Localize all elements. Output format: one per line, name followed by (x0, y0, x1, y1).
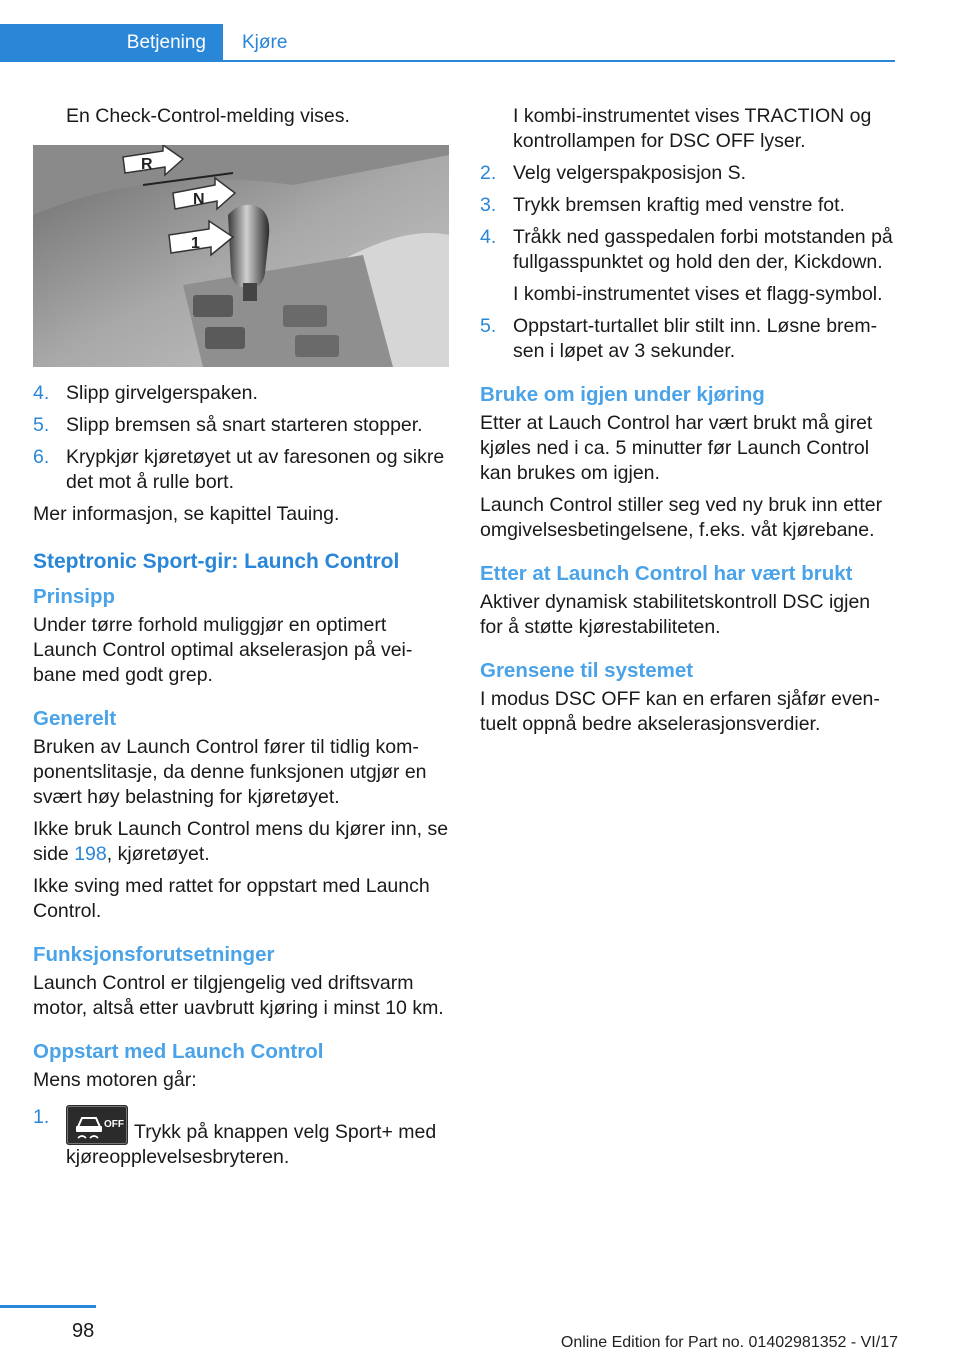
generelt-text-2 (33, 817, 449, 867)
list-text: Trykk bremsen kraftig med venstre fot. (513, 194, 845, 216)
generelt-text-2-a: Ikke bruk Launch Control mens du kjører inn, se side (33, 818, 449, 865)
list-item (33, 413, 449, 438)
edition-text: Online Edition for Part no. 01402981352 - VI/17 (560, 1334, 898, 1351)
oppstart-intro: Mens motoren går: (33, 1069, 197, 1091)
footer-rule (0, 1305, 96, 1308)
generelt-text-2-b: , kjøretøyet. (106, 843, 210, 865)
list-text: Krypkjør kjøretøyet ut av faresonen og sikre det mot å rulle bort. (66, 446, 445, 493)
prinsipp-text: Under tørre forhold muliggjør en optimert Launch Control optimal akselerasjon på veibane med godt grep. (33, 614, 413, 686)
dsc-off-icon-text: OFF (104, 1119, 124, 1130)
header-tabs (0, 24, 895, 62)
list-item (480, 161, 894, 186)
header-rule (0, 60, 895, 62)
generelt-text-1: Bruken av Launch Control fører til tidlig komponentslitasje, da denne funksjonen utgjør en svært høy belastning for kjøretøyet. (33, 736, 427, 808)
list-number: 4. (480, 226, 497, 248)
right-column (480, 104, 894, 737)
list-text: Slipp girvelgerspaken. (66, 382, 258, 404)
list-item (480, 193, 894, 218)
arrow-1-label: 1 (191, 235, 200, 252)
dsc-off-icon (66, 1105, 128, 1145)
bruke-text-2: Launch Control stiller seg ved ny bruk inn etter omgivelsesbetingelsene, f.eks. våt kjørebane. (480, 494, 883, 541)
arrow-n-label: N (193, 191, 205, 208)
tab-kjore[interactable]: Kjøre (242, 32, 288, 53)
list-number: 2. (480, 162, 497, 184)
grensene-text: I modus DSC OFF kan en erfaren sjåfør eventuelt oppnå bedre akselerasjonsverdier. (480, 688, 880, 735)
etter-text: Aktiver dynamisk stabilitetskontroll DSC igjen for å støtte kjørestabiliteten. (480, 591, 871, 638)
tab-betjening-label: Betjening (126, 32, 206, 53)
tab-betjening[interactable] (0, 24, 223, 62)
left-column (33, 104, 449, 1177)
list-number: 1. (33, 1106, 50, 1128)
section-title: Steptronic Sport-gir: Launch Control (33, 550, 400, 573)
gear-selector-photo (33, 145, 449, 367)
step1-text: Trykk på knappen velg Sport+ med kjøreopplevelsesbryteren. (66, 1121, 437, 1168)
heading-oppstart: Oppstart med Launch Control (33, 1040, 324, 1063)
list-number: 3. (480, 194, 497, 216)
list-number: 5. (480, 315, 497, 337)
step1-cont-text: I kombi-instrumentet vises TRACTION og kontrollampen for DSC OFF lyser. (513, 105, 872, 152)
list-text: Slipp bremsen så snart starteren stopper. (66, 414, 423, 436)
step4-note: I kombi-instrumentet vises et flagg-symbol. (513, 283, 883, 305)
generelt-text-3: Ikke sving med rattet for oppstart med Launch Control. (33, 875, 430, 922)
heading-grensene: Grensene til systemet (480, 659, 694, 682)
list-item (33, 445, 449, 495)
heading-generelt: Generelt (33, 707, 117, 730)
list-text: Velg velgerspakposisjon S. (513, 162, 747, 184)
list-item (33, 381, 449, 406)
funksjon-text: Launch Control er tilgjengelig ved driftsvarm motor, altså etter uavbrutt kjøring i minst 10 km. (33, 972, 444, 1019)
list-item (33, 1105, 449, 1170)
heading-prinsipp: Prinsipp (33, 585, 116, 608)
intro-text: En Check-Control-melding vises. (66, 105, 350, 127)
arrow-r-label: R (141, 156, 153, 173)
page-number: 98 (72, 1320, 95, 1342)
heading-bruke: Bruke om igjen under kjøring (480, 383, 765, 406)
heading-etter: Etter at Launch Control har vært brukt (480, 562, 853, 585)
list-text-with-icon (66, 1105, 449, 1170)
page-link[interactable]: 198 (74, 843, 107, 865)
heading-funksjon: Funksjonsforutsetninger (33, 943, 275, 966)
list-number: 4. (33, 382, 50, 404)
bruke-text-1: Etter at Lauch Control har vært brukt må giret kjøles ned i ca. 5 minutter før Launch Control kan brukes om igjen. (480, 412, 873, 484)
list-number: 5. (33, 414, 50, 436)
list-item (480, 314, 894, 364)
list-item (480, 225, 894, 275)
list-number: 6. (33, 446, 50, 468)
list-text: Oppstart-turtallet blir stilt inn. Løsne bremsen i løpet av 3 sekunder. (513, 315, 878, 362)
more-info-text: Mer informasjon, se kapittel Tauing. (33, 503, 340, 525)
list-text: Tråkk ned gasspedalen forbi motstanden på fullgasspunktet og hold den der, Kickdown. (513, 226, 893, 273)
